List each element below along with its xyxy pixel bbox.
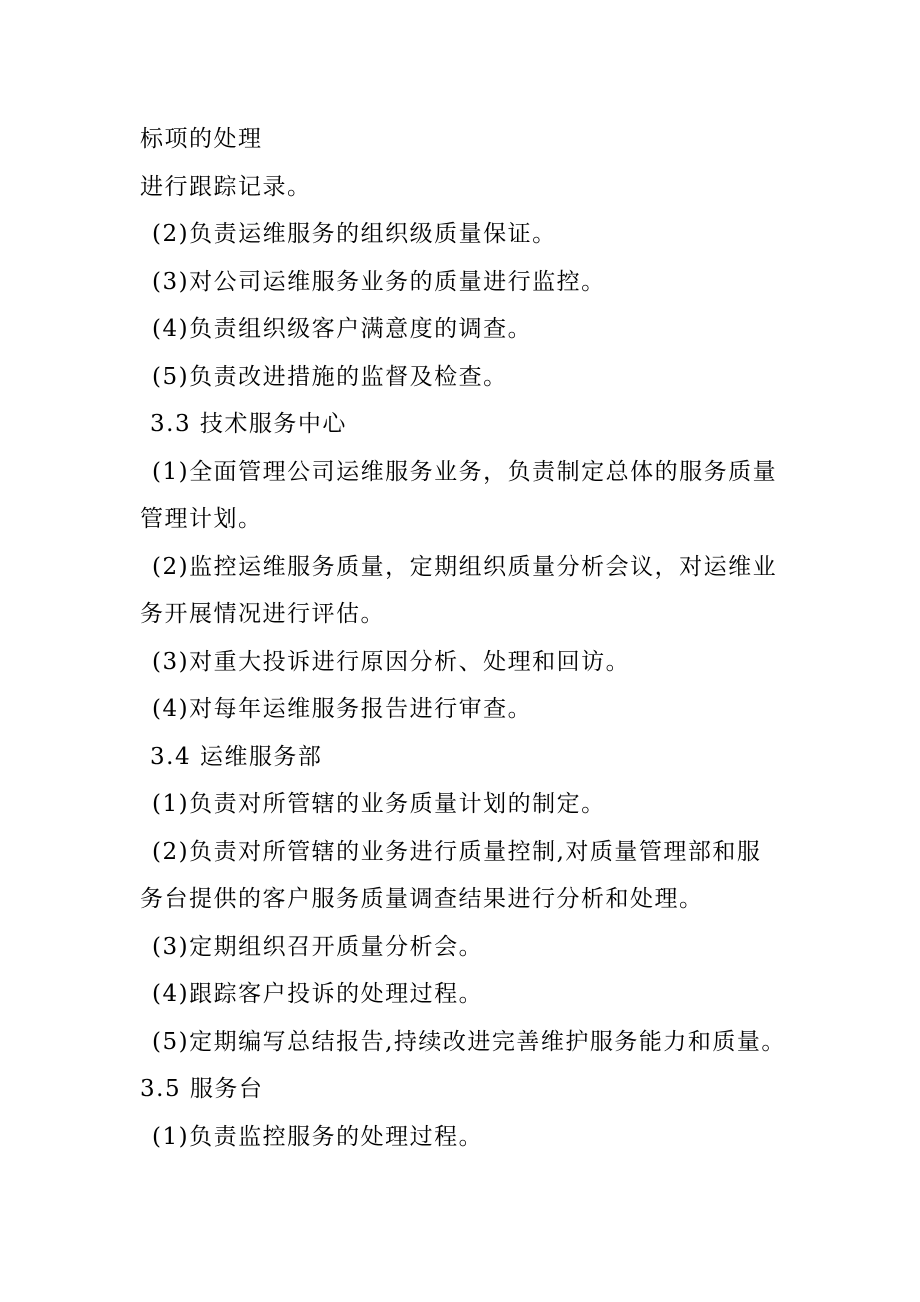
text-line-9: 管理计划。: [140, 506, 263, 532]
text-line-18: (3)定期组织召开质量分析会。: [152, 933, 484, 960]
section-heading-3-3: 3.3 技术服务中心: [150, 411, 347, 437]
section-heading-3-5: 3.5 服务台: [140, 1076, 264, 1102]
text-line-16: (2)负责对所管辖的业务进行质量控制,对质量管理部和服: [152, 838, 762, 865]
text-line-2: 进行跟踪记录。: [140, 173, 312, 200]
text-line-8: (1)全面管理公司运维服务业务，负责制定总体的服务质量: [152, 458, 778, 485]
text-line-11: 务开展情况进行评估。: [140, 601, 385, 627]
text-line-4: (3)对公司运维服务业务的质量进行监控。: [152, 268, 606, 295]
text-line-1: 标项的处理: [140, 126, 263, 152]
document-body: [140, 116, 800, 1161]
text-line-10: (2)监控运维服务质量，定期组织质量分析会议，对运维业: [152, 553, 778, 580]
text-line-15: (1)负责对所管辖的业务质量计划的制定。: [152, 791, 606, 817]
text-line-22: (1)负责监控服务的处理过程。: [152, 1123, 484, 1150]
text-line-3: (2)负责运维服务的组织级质量保证。: [152, 221, 557, 247]
text-line-6: (5)负责改进措施的监督及检查。: [152, 363, 508, 390]
section-heading-3-4: 3.4 运维服务部: [150, 743, 323, 770]
text-line-19: (4)跟踪客户投诉的处理过程。: [152, 981, 484, 1007]
text-line-13: (4)对每年运维服务报告进行审查。: [152, 696, 533, 722]
text-line-12: (3)对重大投诉进行原因分析、处理和回访。: [152, 648, 631, 675]
text-line-5: (4)负责组织级客户满意度的调查。: [152, 316, 533, 342]
text-line-17: 务台提供的客户服务质量调查结果进行分析和处理。: [140, 886, 704, 912]
text-line-20: (5)定期编写总结报告,持续改进完善维护服务能力和质量。: [152, 1028, 786, 1055]
